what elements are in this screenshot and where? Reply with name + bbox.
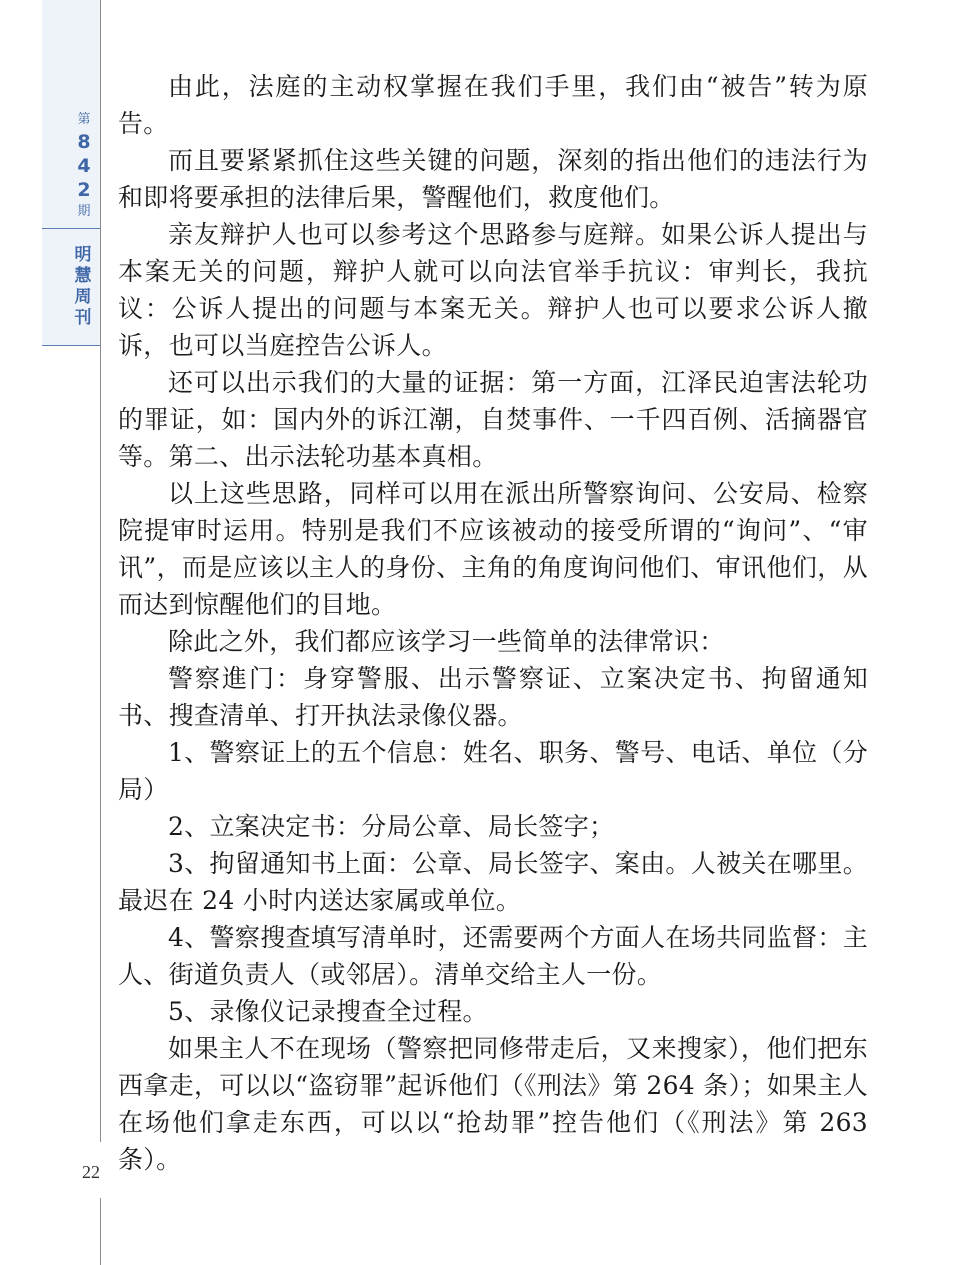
issue-digit: 4 xyxy=(77,155,91,177)
paragraph: 如果主人不在现场（警察把同修带走后，又来搜家），他们把东西拿走，可以以“盗窃罪”起诉他们（《刑法》第 264 条）；如果主人在场他们拿走东西，可以以“抢劫罪”控告他们（《刑法》第 263 条）。 xyxy=(118,1034,868,1174)
page-number: 22 xyxy=(82,1162,100,1182)
paragraph: 以上这些思路，同样可以用在派出所警察询问、公安局、检察院提审时运用。特别是我们不应该被动的接受所谓的“询问”、“审讯”，而是应该以主人的身份、主角的角度询问他们、审讯他们，从而达到惊醒他们的目地。 xyxy=(118,479,868,619)
paragraph: 3、拘留通知书上面：公章、局长签字、案由。人被关在哪里。最迟在 24 小时内送达家属或单位。 xyxy=(118,849,868,915)
paragraph: 警察進门：身穿警服、出示警察证、立案决定书、拘留通知书、搜查清单、打开执法录像仪器。 xyxy=(118,664,868,730)
journal-char: 刊 xyxy=(74,308,92,328)
issue-suffix: 期 xyxy=(77,204,91,219)
margin-rule xyxy=(100,0,101,1265)
sidebar-divider-bottom xyxy=(42,345,100,346)
issue-prefix: 第 xyxy=(77,112,91,127)
issue-number xyxy=(70,110,98,222)
journal-name xyxy=(66,245,100,329)
paragraph: 4、警察搜查填写清单时，还需要两个方面人在场共同监督：主人、街道负责人（或邻居）。清单交给主人一份。 xyxy=(118,923,868,989)
paragraph: 除此之外，我们都应该学习一些简单的法律常识： xyxy=(168,627,725,656)
sidebar-divider-top xyxy=(42,228,100,229)
paragraph: 1、警察证上的五个信息：姓名、职务、警号、电话、单位（分局） xyxy=(118,738,868,804)
paragraph: 亲友辩护人也可以参考这个思路参与庭辩。如果公诉人提出与本案无关的问题，辩护人就可以向法官举手抗议：审判长，我抗议：公诉人提出的问题与本案无关。辩护人也可以要求公诉人撤诉，也可以当庭控告公诉人。 xyxy=(118,220,868,360)
paragraph: 5、录像仪记录搜查全过程。 xyxy=(168,997,488,1026)
paragraph: 还可以出示我们的大量的证据：第一方面，江泽民迫害法轮功的罪证，如：国内外的诉江潮，自焚事件、一千四百例、活摘器官等。第二、出示法轮功基本真相。 xyxy=(118,368,868,471)
article-body xyxy=(118,68,868,1178)
paragraph: 由此，法庭的主动权掌握在我们手里，我们由“被告”转为原告。 xyxy=(118,72,868,138)
issue-digit: 2 xyxy=(77,179,91,201)
journal-char: 慧 xyxy=(74,266,92,286)
paragraph: 而且要紧紧抓住这些关键的问题，深刻的指出他们的违法行为和即将要承担的法律后果，警醒他们，救度他们。 xyxy=(118,146,868,212)
journal-char: 周 xyxy=(74,287,92,307)
journal-char: 明 xyxy=(74,245,92,265)
paragraph: 2、立案决定书：分局公章、局长签字； xyxy=(168,812,615,841)
issue-digit: 8 xyxy=(77,131,91,153)
